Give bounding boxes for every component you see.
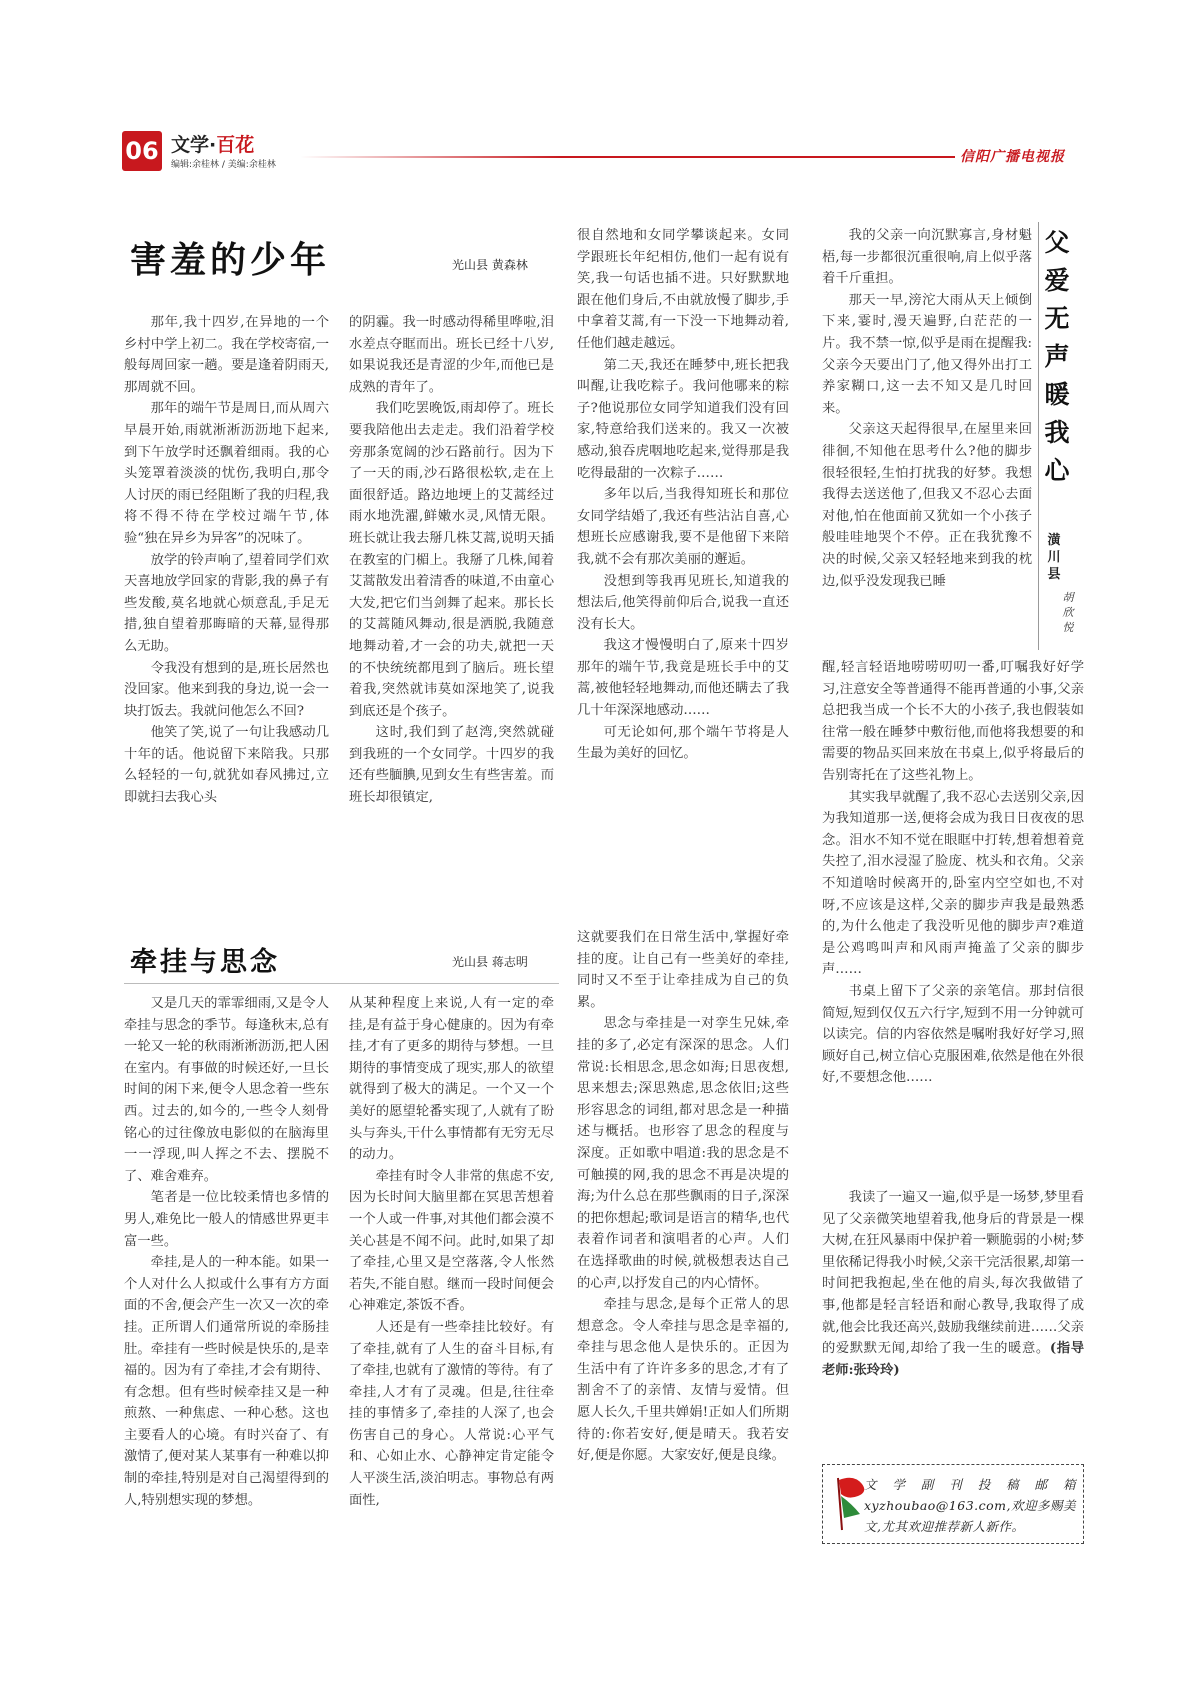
paragraph: 这时,我们到了赵湾,突然就碰到我班的一个女同学。十四岁的我还有些腼腆,见到女生有些害羞。而班长却很镇定, [349,725,554,806]
article1-column-1 [124,312,329,809]
article-title-shy-boy: 害羞的少年 [130,240,331,281]
paragraph: 其实我早就醒了,我不忍心去送别父亲,因为我知道那一送,便将会成为我日日夜夜的思念。泪水不知不觉在眼眶中打转,想着想着竟失控了,泪水浸湿了脸庞、枕头和衣角。父亲不知道啥时候离开的,卧室内空空如也,不对呀,不应该是这样,父亲的脚步声我是最熟悉的,为什么他走了我没听见他的脚步声?难道是公鸡鸣叫声和风雨声掩盖了父亲的脚步声…… [822,789,1084,978]
paragraph: 父亲这天起得很早,在屋里来回徘徊,不知他在思考什么?他的脚步很轻很轻,生怕打扰我的好梦。我想我得去送送他了,但我又不忍心去面对他,怕在他面前又犹如一个小孩子般哇哇地哭个不停。正在我犹豫不决的时候,父亲又轻轻地来到我的枕边,似乎没发现我已睡 [822,422,1032,589]
paragraph: 令我没有想到的是,班长居然也没回家。他来到我的身边,说一会一块打饭去。我就问他怎么不回? [124,660,329,719]
article1-column-3 [577,225,789,765]
section-title-main: 文学· [171,134,217,156]
article2-column-2 [349,993,554,1511]
paragraph: 放学的铃声响了,望着同学们欢天喜地放学回家的背影,我的鼻子有些发酸,莫名地就心烦意乱,手足无措,独自望着那晦暗的天幕,显得那么无助。 [124,552,329,654]
paragraph [822,1187,1084,1381]
title-divider [1038,222,1039,650]
article3-column-3 [822,1187,1084,1381]
article3-column-1 [822,225,1032,592]
paragraph: 我们吃罢晚饭,雨却停了。班长要我陪他出去走走。我们沿着学校旁那条宽阔的沙石路前行。因为下了一天的雨,沙石路很松软,走在上面很舒适。路边地埂上的艾蒿经过雨水地洗濯,鲜嫩水灵,风情无限。班长就让我去掰几株艾蒿,说明天插在教室的门楣上。我掰了几株,闻着艾蒿散发出着清香的味道,不由童心大发,把它们当剑舞了起来。那长长的艾蒿随风舞动,很是洒脱,我随意地舞动着,才一会的功夫,就把一天的不快统统都甩到了脑后。班长望着我,突然就讳莫如深地笑了,说我到底还是个孩子。 [349,401,554,719]
paragraph: 的阴霾。我一时感动得稀里哗啦,泪水差点夺眶而出。班长已经十八岁,如果说我还是青涩的少年,而他已是成熟的青年了。 [349,315,554,395]
page-number-badge: 06 [122,131,162,171]
paragraph: 牵挂,是人的一种本能。如果一个人对什么人拟或什么事有方方面面的不舍,便会产生一次又一次的牵挂。正所谓人们通常所说的牵肠挂肚。牵挂有一些时候是快乐的,是幸福的。因为有了牵挂,才会有期待、有念想。但有些时候牵挂又是一种煎熬、一种焦虑、一种心愁。这也主要看人的心境。有时兴奋了、有激情了,便对某人某事有一种难以抑制的牵挂,特别是对自己渴望得到的人,特别想实现的梦想。 [124,1255,329,1508]
section-title-accent: 百花 [216,134,255,156]
section-title [171,130,254,157]
article-title-longing: 牵挂与思念 [130,947,280,978]
paragraph: 牵挂有时令人非常的焦虑不安,因为长时间大脑里都在冥思苦想着一个人或一件事,对其他们都会漠不关心甚是不闻不问。此时,如果了却了牵挂,心里又是空落落,令人怅然若失,不能自慰。继而一段时间便会心神难定,茶饭不香。 [349,1168,554,1314]
article-author-county: 潢川县 [1047,533,1061,582]
paragraph: 书桌上留下了父亲的亲笔信。那封信很简短,短到仅仅五六行字,短到不用一分钟就可以读完。信的内容依然是嘱咐我好好学习,照顾好自己,树立信心克服困难,依然是他在外很好,不要想念他…… [822,983,1084,1086]
article-title-fatherly-love: 父爱无声暖我心 [1044,228,1070,485]
paragraph: 那年的端午节是周日,而从周六早晨开始,雨就淅淅沥沥地下起来,到下午放学时还飘着细雨。我的心头笼罩着淡淡的忧伤,我明白,那令人讨厌的雨已经阻断了我的归程,我将不得不待在学校过端午节,体验“独在异乡为异客”的况味了。 [124,401,329,546]
paragraph: 这就要我们在日常生活中,掌握好牵挂的度。让自己有一些美好的牵挂,同时又不至于让牵挂成为自己的负累。 [577,930,789,1010]
paragraph: 那年,我十四岁,在异地的一个乡村中学上初二。我在学校寄宿,一般每周回家一趟。要是逢着阴雨天,那周就不回。 [124,315,329,395]
article2-column-3 [577,927,789,1467]
paragraph: 可无论如何,那个端午节将是人生最为美好的回忆。 [577,724,789,762]
paragraph: 第二天,我还在睡梦中,班长把我叫醒,让我吃粽子。我问他哪来的粽子?他说那位女同学知道我们没有回家,特意给我们送来的。我又一次被感动,狼吞虎咽地吃起来,觉得那是我吃得最甜的一次粽子…… [577,357,789,481]
paragraph: 没想到等我再见班长,知道我的想法后,他笑得前仰后合,说我一直还没有长大。 [577,573,789,632]
article2-column-1 [124,993,329,1511]
paragraph: 思念与牵挂是一对孪生兄妹,牵挂的多了,必定有深深的思念。人们常说:长相思念,思念如海;日思夜想,思来想去;深思熟虑,思念依旧;这些形容思念的词组,都对思念是一种描述与概括。也形容了思念的程度与深度。正如歌中唱道:我的思念是不可触摸的网,我的思念不再是决堤的海;为什么总在那些飘雨的日子,深深的把你想起;歌词是语言的精华,也代表着作词者和演唱者的心声。人们在选择歌曲的时候,就极想表达自己的心声,以抒发自己的内心情怀。 [577,1016,789,1291]
advisor-note: (指导老师:张玲玲) [822,1341,1084,1378]
paragraph: 我这才慢慢明白了,原来十四岁那年的端午节,我竟是班长手中的艾蒿,被他轻轻地舞动,而他还瞒去了我几十年深深地感动…… [577,638,789,719]
paragraph: 牵挂与思念,是每个正常人的思想意念。令人牵挂与思念是幸福的,牵挂与思念他人是快乐的。正因为生活中有了许许多多的思念,才有了割舍不了的亲情、友情与爱情。但愿人长久,千里共婵娟!正如人们所期待的:你若安好,便是晴天。我若安好,便是你愿。大家安好,便是良缘。 [577,1297,789,1464]
paragraph: 多年以后,当我得知班长和那位女同学结婚了,我还有些沾沾自喜,心想班长应感谢我,要不是他留下来陪我,就不会有那次美丽的邂逅。 [577,487,789,567]
header-divider [300,156,955,158]
newspaper-name: 信阳广播电视报 [960,149,1065,165]
article-byline-longing: 光山县 蒋志明 [452,955,528,969]
paragraph: 很自然地和女同学攀谈起来。女同学跟班长年纪相仿,他们一起有说有笑,我一句话也插不进。只好默默地跟在他们身后,不由就放慢了脚步,手中拿着艾蒿,有一下没一下地舞动着,任他们越走越远。 [577,228,789,351]
paragraph: 笔者是一位比较柔情也多情的男人,难免比一般人的情感世界更丰富一些。 [124,1190,329,1249]
article3-column-2 [822,657,1084,1089]
paragraph: 那天一早,滂沱大雨从天上倾倒下来,霎时,漫天遍野,白茫茫的一片。我不禁一惊,似乎是雨在提醒我:父亲今天要出门了,他又得外出打工养家糊口,这一去不知又是几时回来。 [822,292,1032,416]
paragraph: 又是几天的霏霏细雨,又是令人牵挂与思念的季节。每逢秋末,总有一轮又一轮的秋雨淅淅沥沥,把人困在室内。有事做的时候还好,一旦长时间的闲下来,便令人思念着一些东西。过去的,如今的,一些令人刻骨铭心的过往像放电影似的在脑海里一一浮现,叫人挥之不去、摆脱不了、难舍难弃。 [124,996,329,1184]
paragraph: 我的父亲一向沉默寡言,身材魁梧,每一步都很沉重很响,肩上似乎落着千斤重担。 [822,228,1032,287]
submission-notice-text: 文学副刊投稿邮箱xyzhoubao@163.com,欢迎多赐美文,尤其欢迎推荐新人新作。 [864,1477,1076,1534]
paragraph: 醒,轻言轻语地唠唠叨叨一番,叮嘱我好好学习,注意安全等普通得不能再普通的小事,父亲总把我当成一个长不大的小孩子,我也假装如往常一般在睡梦中敷衍他,而他将我想要的和需要的物品买回来放在书桌上,似乎将最后的告别寄托在了这些礼物上。 [822,660,1084,783]
paragraph: 人还是有一些牵挂比较好。有了牵挂,就有了人生的奋斗目标,有了牵挂,也就有了激情的等待。有了牵挂,人才有了灵魂。但是,往往牵挂的事情多了,牵挂的人深了,也会伤害自己的身心。人常说:心平气和、心如止水、心静神定肯定能令人平淡生活,淡泊明志。事物总有两面性, [349,1319,554,1508]
paragraph-text: 我读了一遍又一遍,似乎是一场梦,梦里看见了父亲微笑地望着我,他身后的背景是一棵大树,在狂风暴雨中保护着一颗脆弱的小树;梦里依稀记得我小时候,父亲干完活很累,却第一时间把我抱起,坐在他的肩头,每次我做错了事,他都是轻言轻语和耐心教导,我取得了成就,他会比我还高兴,鼓励我继续前进……父亲的爱默默无闻,却给了我一生的暖意。 [822,1190,1084,1357]
paragraph: 他笑了笑,说了一句让我感动几十年的话。他说留下来陪我。只那么轻轻的一句,就犹如春风拂过,立即就扫去我心头 [124,725,329,806]
title-underline [124,983,559,984]
article1-column-2 [349,312,554,809]
editor-credits: 编辑:余桂林 / 美编:余桂林 [171,160,276,170]
article-author-name: 胡欣悦 [1062,591,1074,634]
paragraph: 从某种程度上来说,人有一定的牵挂,是有益于身心健康的。因为有牵挂,才有了更多的期待与梦想。一旦期待的事情变成了现实,那人的欲望就得到了极大的满足。一个又一个美好的愿望轮番实现了,人就有了盼头与奔头,干什么事情都有无穷无尽的动力。 [349,996,554,1163]
article-byline-shy-boy: 光山县 黄森林 [452,258,528,272]
